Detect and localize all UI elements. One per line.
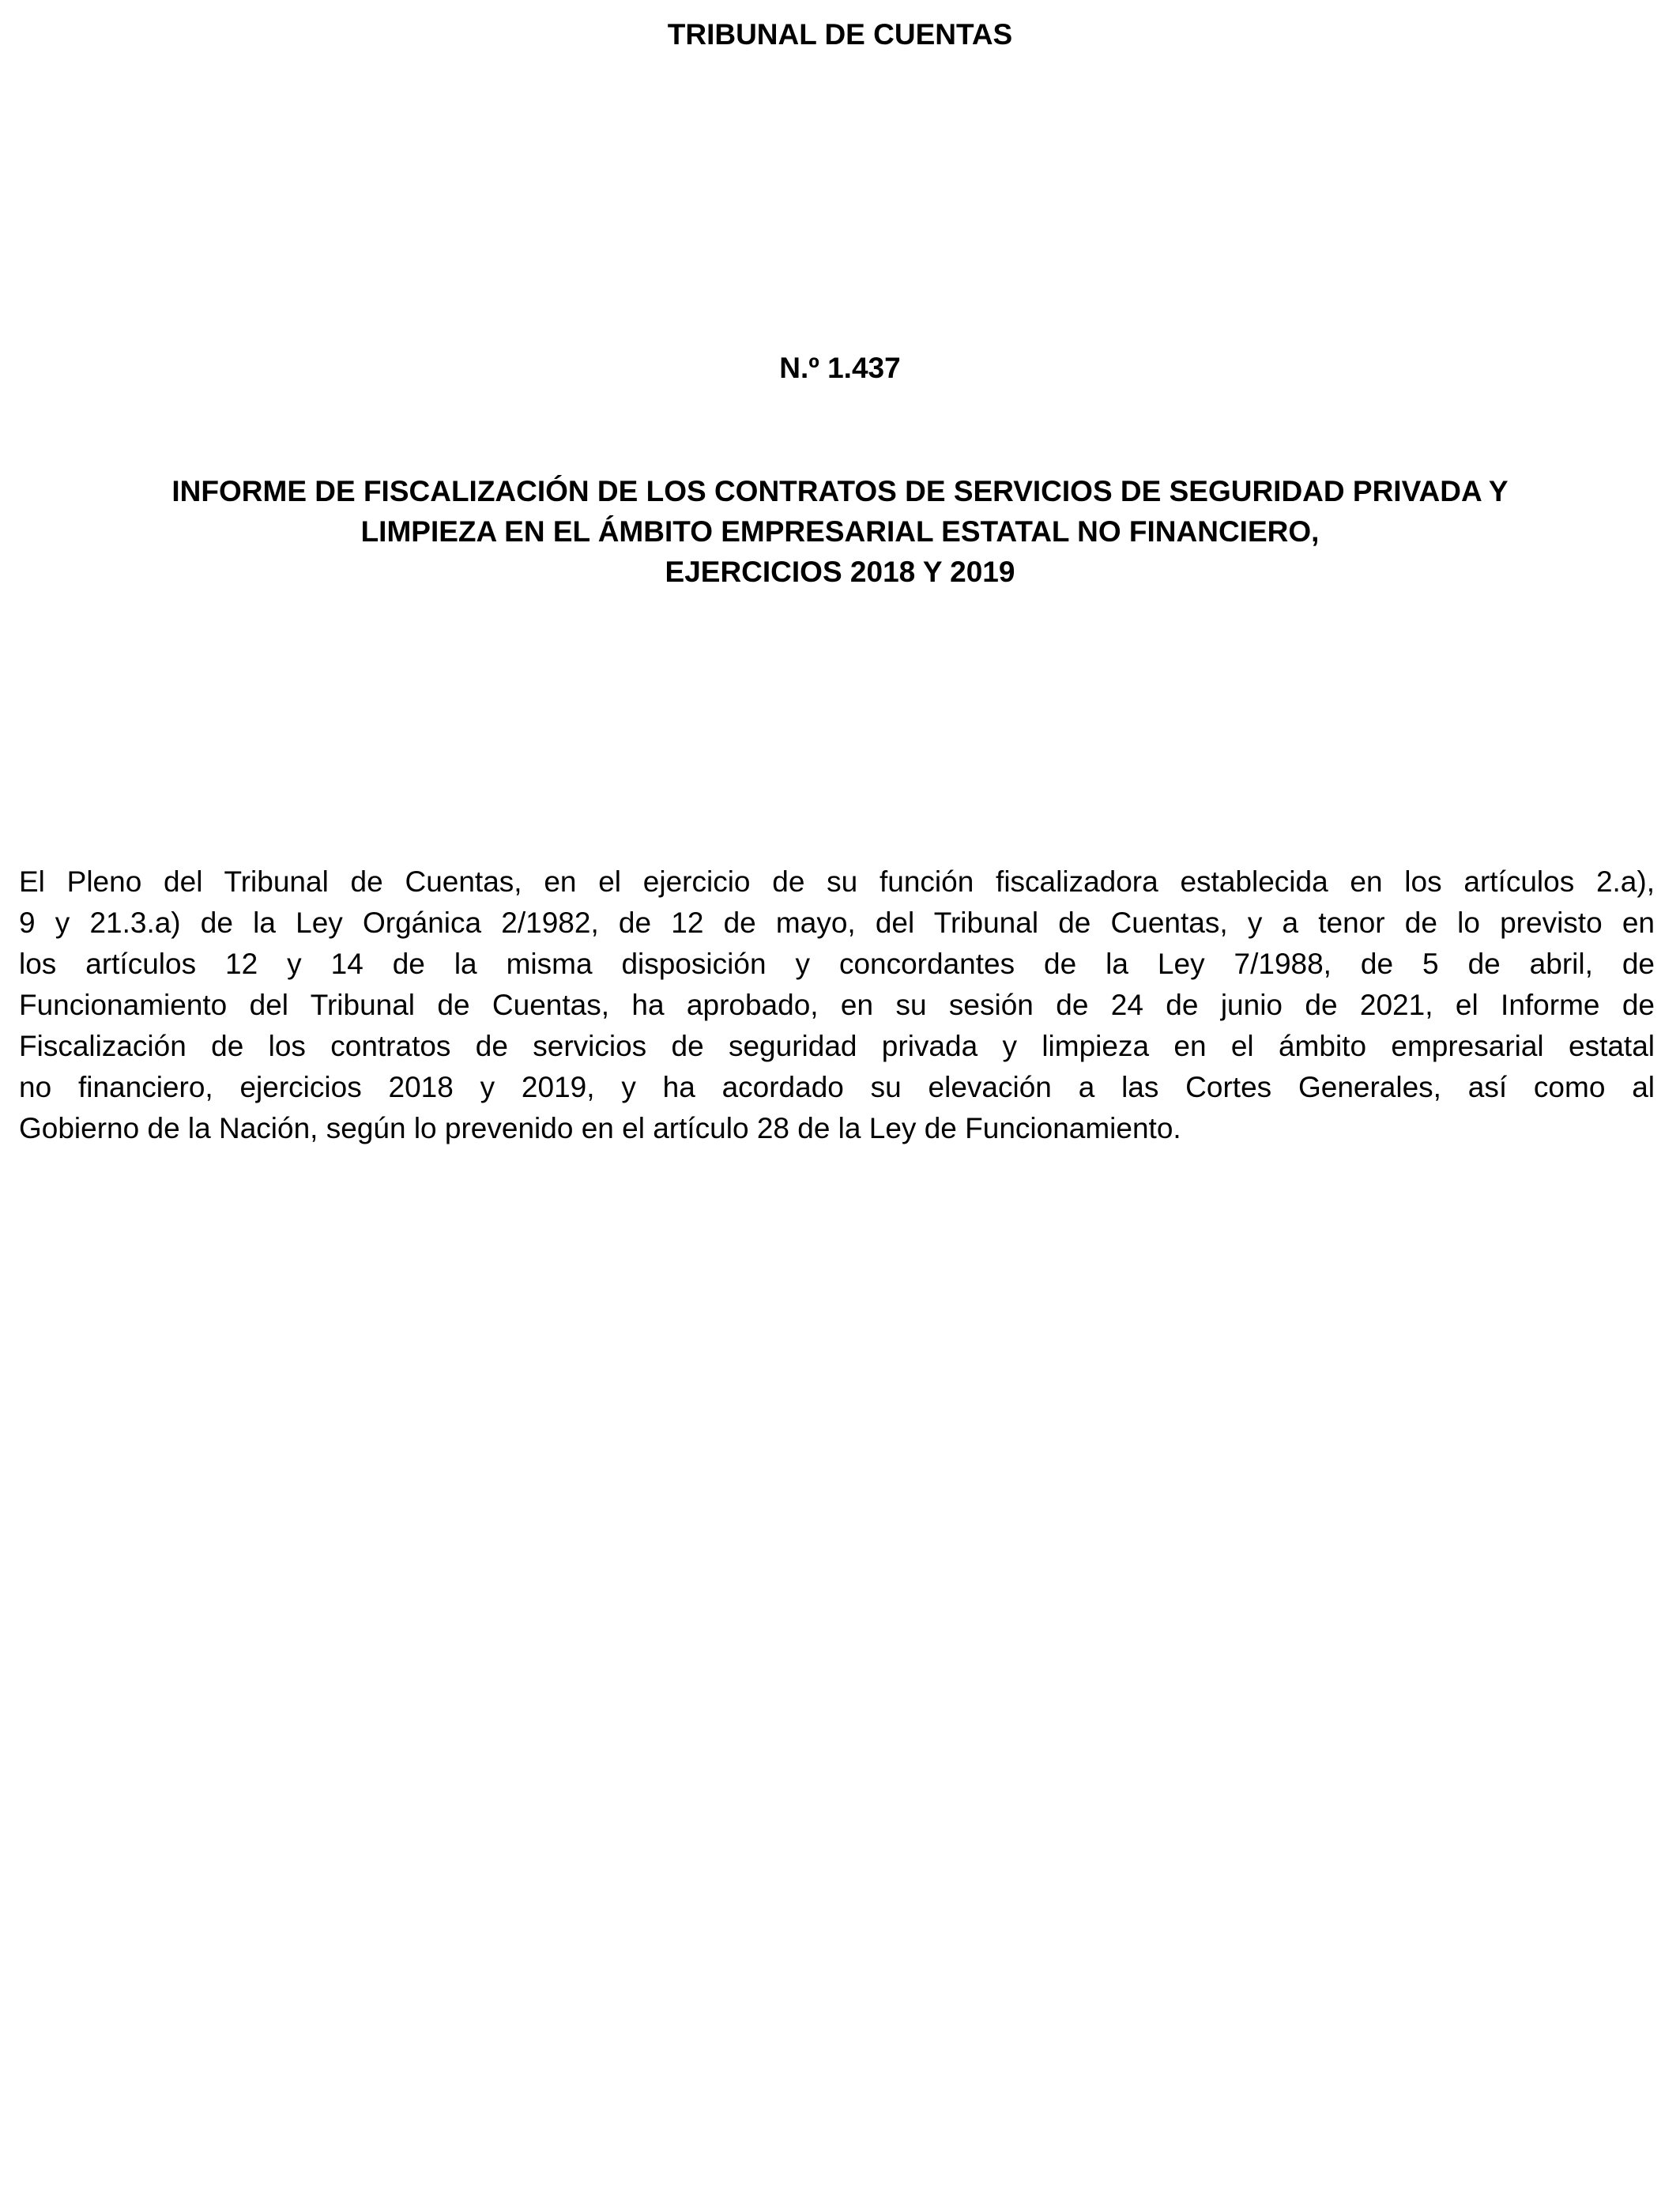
- paragraph-line: 9 y 21.3.a) de la Ley Orgánica 2/1982, de 12 de mayo, del Tribunal de Cuentas, y a tenor de lo previsto en: [19, 907, 1655, 939]
- report-title-line: LIMPIEZA EN EL ÁMBITO EMPRESARIAL ESTATAL NO FINANCIERO,: [360, 515, 1320, 548]
- report-title: [0, 471, 1680, 592]
- report-title-line: EJERCICIOS 2018 Y 2019: [665, 556, 1015, 588]
- paragraph-line: Gobierno de la Nación, según lo prevenido en el artículo 28 de la Ley de Funcionamiento.: [19, 1112, 1181, 1144]
- approval-paragraph: [19, 861, 1655, 1149]
- report-title-line: INFORME DE FISCALIZACIÓN DE LOS CONTRATOS DE SERVICIOS DE SEGURIDAD PRIVADA Y: [171, 475, 1509, 507]
- organization-heading: TRIBUNAL DE CUENTAS: [667, 18, 1013, 51]
- paragraph-line: Funcionamiento del Tribunal de Cuentas, ha aprobado, en su sesión de 24 de junio de 2021, el Informe de: [19, 989, 1655, 1021]
- paragraph-line: los artículos 12 y 14 de la misma disposición y concordantes de la Ley 7/1988, de 5 de abril, de: [19, 948, 1655, 980]
- report-number: N.º 1.437: [779, 352, 901, 384]
- paragraph-line: no financiero, ejercicios 2018 y 2019, y ha acordado su elevación a las Cortes Generales, así como al: [19, 1071, 1655, 1103]
- paragraph-line: El Pleno del Tribunal de Cuentas, en el ejercicio de su función fiscalizadora establecida en los artículos 2.a),: [19, 865, 1655, 898]
- paragraph-line: Fiscalización de los contratos de servicios de seguridad privada y limpieza en el ámbito empresarial estatal: [19, 1030, 1655, 1062]
